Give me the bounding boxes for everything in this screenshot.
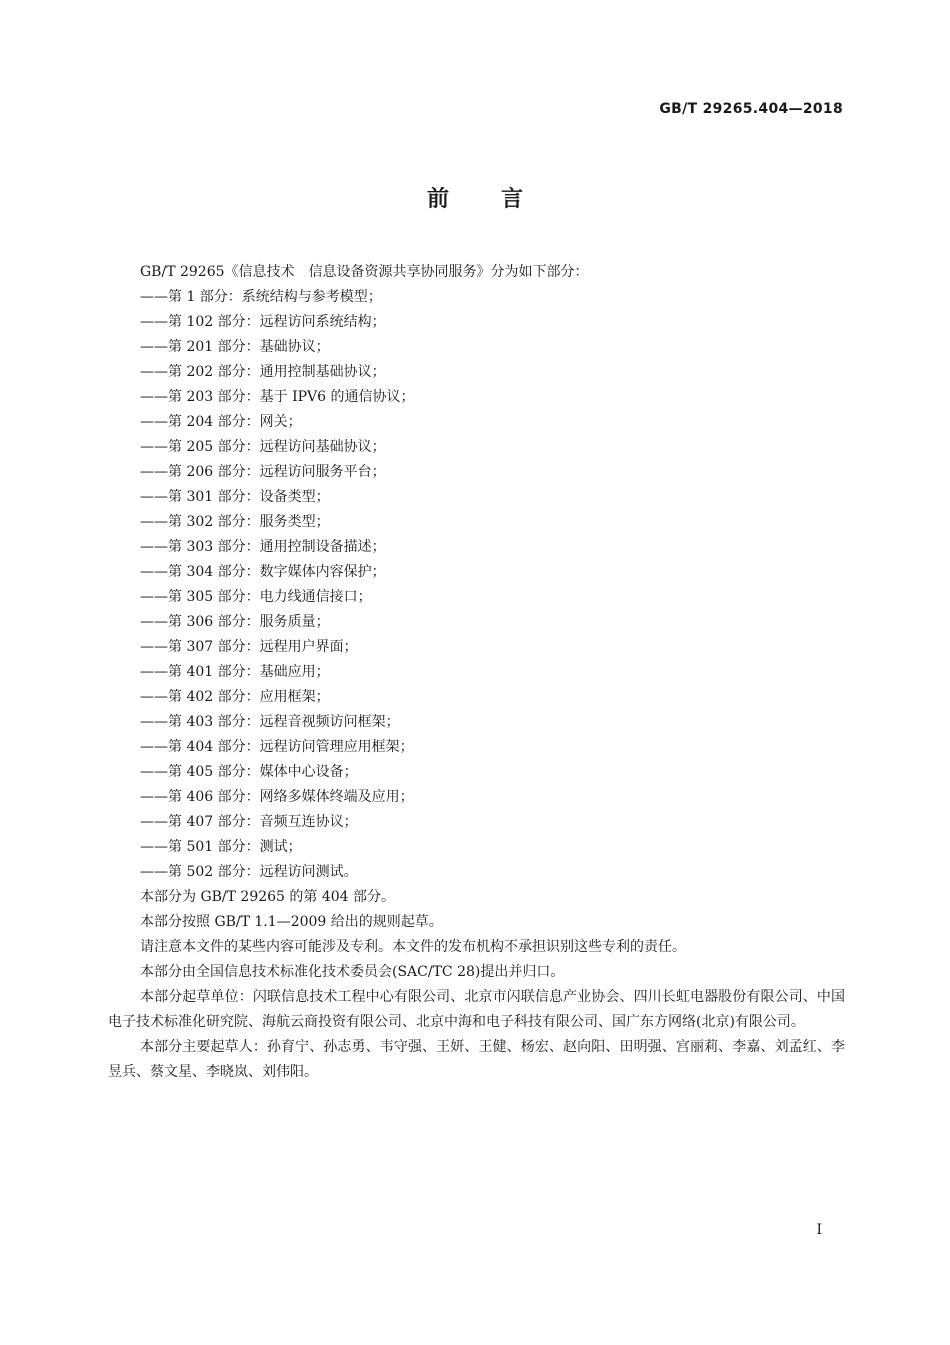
list-item: ——第 301 部分：设备类型； [140, 489, 330, 505]
list-item: ——第 201 部分：基础协议； [140, 339, 330, 355]
proposer-paragraph: 本部分由全国信息技术标准化技术委员会(SAC/TC 28)提出并归口。 [140, 964, 565, 980]
list-item: ——第 302 部分：服务类型； [140, 514, 330, 530]
list-item: ——第 206 部分：远程访问服务平台； [140, 464, 386, 480]
list-item: ——第 1 部分：系统结构与参考模型； [140, 289, 382, 305]
list-item: ——第 205 部分：远程访问基础协议； [140, 439, 386, 455]
list-item: ——第 403 部分：远程音视频访问框架； [140, 714, 400, 730]
list-item: ——第 203 部分：基于 IPV6 的通信协议； [140, 389, 415, 405]
list-item: ——第 305 部分：电力线通信接口； [140, 589, 372, 605]
patent-notice-paragraph: 请注意本文件的某些内容可能涉及专利。本文件的发布机构不承担识别这些专利的责任。 [140, 939, 686, 955]
list-item: ——第 404 部分：远程访问管理应用框架； [140, 739, 414, 755]
list-item: ——第 402 部分：应用框架； [140, 689, 330, 705]
list-item: ——第 406 部分：网络多媒体终端及应用； [140, 789, 414, 805]
page-number: I [816, 1222, 822, 1238]
list-item: ——第 401 部分：基础应用； [140, 664, 330, 680]
standard-code-header: GB/T 29265.404—2018 [659, 101, 843, 117]
intro-paragraph: GB/T 29265《信息技术 信息设备资源共享协同服务》分为如下部分： [140, 264, 589, 280]
list-item: ——第 405 部分：媒体中心设备； [140, 764, 358, 780]
page-title: 前言 [426, 187, 575, 212]
drafting-rules-paragraph: 本部分按照 GB/T 1.1—2009 给出的规则起草。 [140, 914, 443, 930]
list-item: ——第 502 部分：远程访问测试。 [140, 864, 358, 880]
list-item: ——第 306 部分：服务质量； [140, 614, 330, 630]
list-item: ——第 303 部分：通用控制设备描述； [140, 539, 386, 555]
list-item: ——第 304 部分：数字媒体内容保护； [140, 564, 386, 580]
list-item: ——第 407 部分：音频互连协议； [140, 814, 358, 830]
parts-list [108, 285, 845, 885]
list-item: ——第 102 部分：远程访问系统结构； [140, 314, 386, 330]
list-item: ——第 204 部分：网关； [140, 414, 302, 430]
drafters-paragraph: 本部分主要起草人：孙育宁、孙志勇、韦守强、王妍、王健、杨宏、赵向阳、田明强、宫丽莉、李嘉、刘孟红、李昱兵、蔡文星、李晓岚、刘伟阳。 [108, 1039, 845, 1080]
list-item: ——第 202 部分：通用控制基础协议； [140, 364, 386, 380]
list-item: ——第 307 部分：远程用户界面； [140, 639, 358, 655]
list-item: ——第 501 部分：测试； [140, 839, 302, 855]
part-designation-paragraph: 本部分为 GB/T 29265 的第 404 部分。 [140, 889, 396, 905]
drafting-units-paragraph: 本部分起草单位：闪联信息技术工程中心有限公司、北京市闪联信息产业协会、四川长虹电器股份有限公司、中国电子技术标准化研究院、海航云商投资有限公司、北京中海和电子科技有限公司、国广东方网络(北京)有限公司。 [108, 989, 845, 1030]
document-body [108, 260, 845, 1085]
